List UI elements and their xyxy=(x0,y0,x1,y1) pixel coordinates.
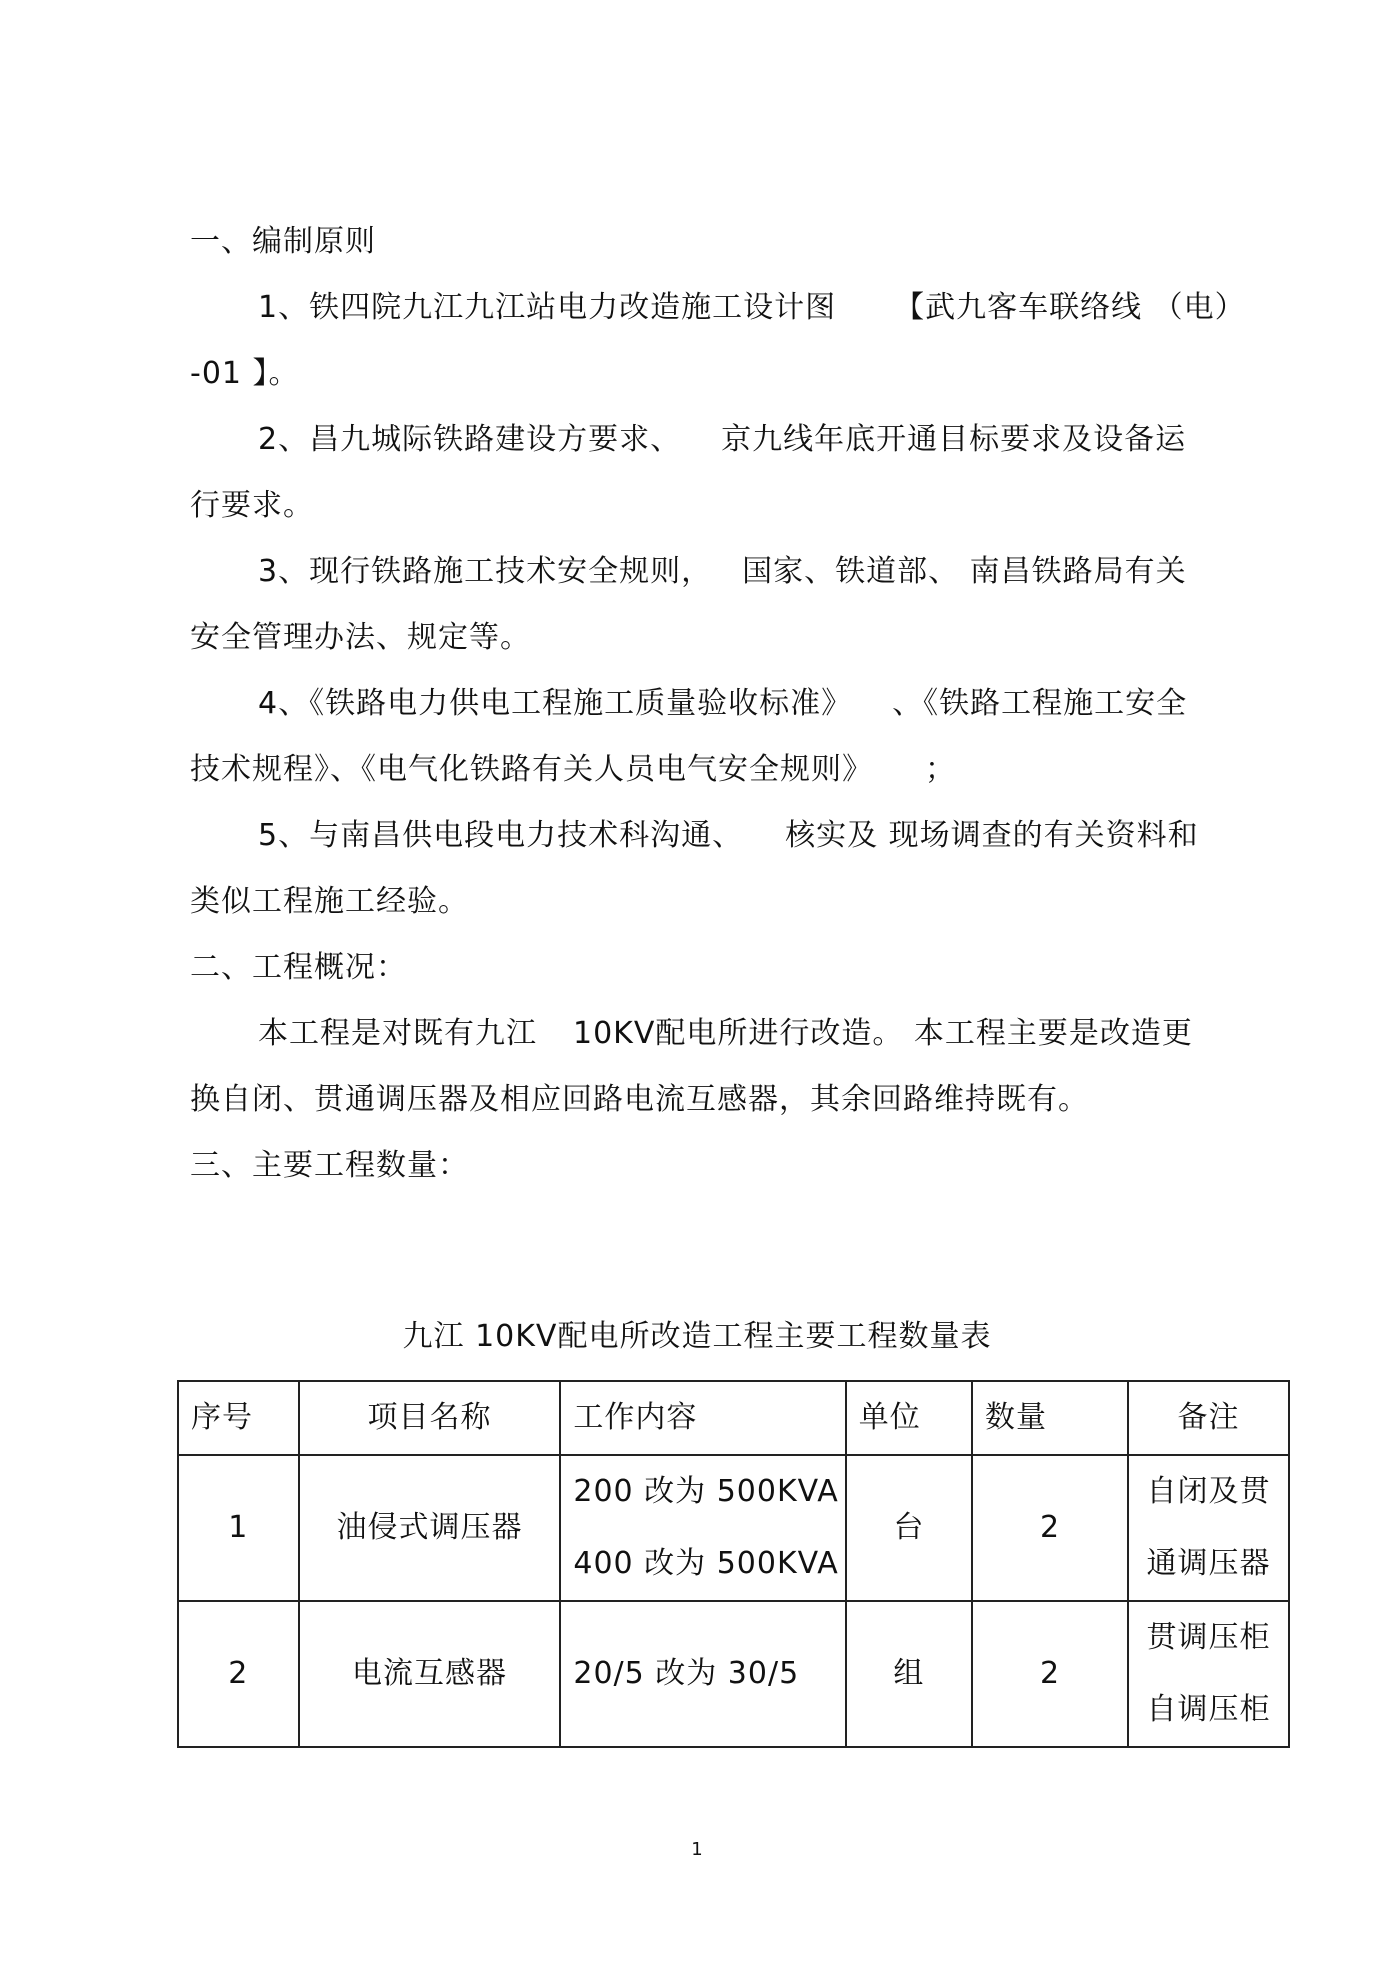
overview-part-b: 10KV配电所进行改造。 本工程主要是改造更 xyxy=(573,1016,1193,1051)
principle-4-line-1 xyxy=(258,684,1338,724)
cell-unit: 台 xyxy=(846,1455,972,1601)
table-header-row xyxy=(178,1381,1289,1455)
section-1-heading: 一、编制原则 xyxy=(190,224,376,259)
content-line-2: 400 改为 500KVA xyxy=(573,1546,839,1581)
section-3-heading: 三、主要工程数量： xyxy=(190,1148,469,1183)
header-qty: 数量 xyxy=(972,1381,1128,1455)
header-unit: 单位 xyxy=(846,1381,972,1455)
principle-2-part-a: 2、昌九城际铁路建设方要求、 xyxy=(258,422,682,457)
principle-4-part-c: 技术规程》、《电气化铁路有关人员电气安全规则》 xyxy=(190,752,873,787)
cell-unit: 组 xyxy=(846,1601,972,1747)
cell-qty: 2 xyxy=(972,1601,1128,1747)
principle-4-part-d: ； xyxy=(925,752,956,787)
principle-4-part-a: 4、《铁路电力供电工程施工质量验收标准》 xyxy=(258,686,853,721)
table-row xyxy=(178,1601,1289,1747)
cell-note xyxy=(1128,1455,1289,1601)
overview-part-a: 本工程是对既有九江 xyxy=(258,1016,537,1051)
principle-2-part-b: 京九线年底开通目标要求及设备运 xyxy=(721,422,1187,457)
cell-name: 油侵式调压器 xyxy=(299,1455,561,1601)
note-line-2: 通调压器 xyxy=(1146,1546,1271,1581)
principle-4-part-b: 、《铁路工程施工安全 xyxy=(892,686,1188,721)
principle-1-line-2: -01 】。 xyxy=(190,356,300,391)
principle-5-line-2: 类似工程施工经验。 xyxy=(190,884,469,919)
principle-3-line-1 xyxy=(258,552,1338,592)
cell-qty: 2 xyxy=(972,1455,1128,1601)
header-content: 工作内容 xyxy=(560,1381,845,1455)
header-name: 项目名称 xyxy=(299,1381,561,1455)
principle-1-part-b: 【武九客车联络线 （电） xyxy=(894,290,1246,325)
cell-name: 电流互感器 xyxy=(299,1601,561,1747)
content-line-1: 200 改为 500KVA xyxy=(573,1474,839,1509)
principle-4-line-2 xyxy=(190,750,1270,790)
table-caption: 九江 10KV配电所改造工程主要工程数量表 xyxy=(402,1319,992,1354)
cell-content xyxy=(560,1455,845,1601)
principle-3-part-a: 3、现行铁路施工技术安全规则， xyxy=(258,554,713,589)
page-number: 1 xyxy=(691,1839,703,1860)
principle-1-part-a: 1、铁四院九江九江站电力改造施工设计图 xyxy=(258,290,837,325)
header-note: 备注 xyxy=(1128,1381,1289,1455)
table-row xyxy=(178,1455,1289,1601)
cell-note xyxy=(1128,1601,1289,1747)
principle-2-line-2: 行要求。 xyxy=(190,488,314,523)
principle-5-line-1 xyxy=(258,816,1338,856)
content-line-1: 20/5 改为 30/5 xyxy=(573,1656,800,1691)
note-line-1: 自闭及贯 xyxy=(1146,1474,1271,1509)
cell-content xyxy=(560,1601,845,1747)
principle-3-line-2: 安全管理办法、规定等。 xyxy=(190,620,531,655)
overview-line-1 xyxy=(258,1014,1338,1054)
note-line-1: 贯调压柜 xyxy=(1146,1620,1271,1655)
header-seq: 序号 xyxy=(178,1381,299,1455)
quantity-table xyxy=(177,1380,1290,1748)
note-line-2: 自调压柜 xyxy=(1146,1692,1271,1727)
overview-line-2: 换自闭、贯通调压器及相应回路电流互感器，其余回路维持既有。 xyxy=(190,1082,1089,1117)
cell-seq: 2 xyxy=(178,1601,299,1747)
principle-3-part-b: 国家、铁道部、 南昌铁路局有关 xyxy=(742,554,1187,589)
section-2-heading: 二、工程概况： xyxy=(190,950,407,985)
principle-2-line-1 xyxy=(258,420,1338,460)
cell-seq: 1 xyxy=(178,1455,299,1601)
principle-5-part-a: 5、与南昌供电段电力技术科沟通、 xyxy=(258,818,744,853)
principle-1-line-1 xyxy=(258,288,1338,328)
principle-5-part-b: 核实及 现场调查的有关资料和 xyxy=(785,818,1199,853)
